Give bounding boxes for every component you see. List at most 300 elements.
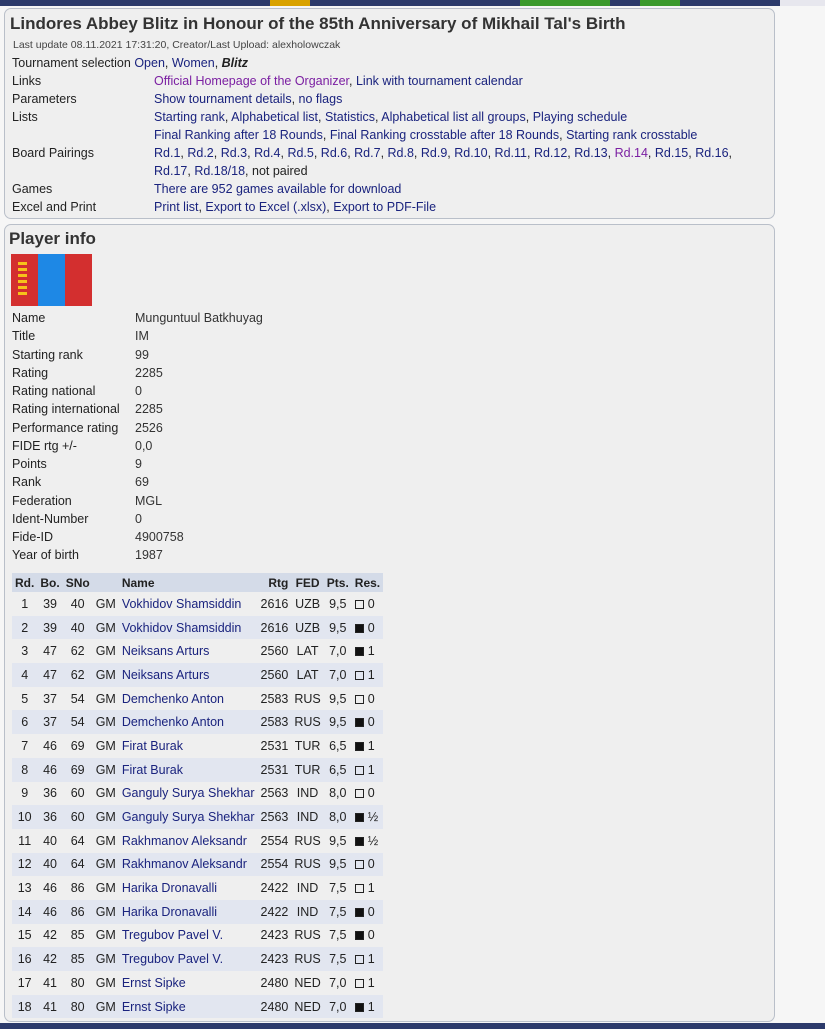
opponent-federation: IND bbox=[296, 786, 319, 801]
player-field-row bbox=[12, 492, 267, 510]
opponent-title: GM bbox=[95, 786, 116, 801]
player-field-label: FIDE rtg +/- bbox=[12, 438, 77, 453]
result-cell bbox=[352, 853, 383, 877]
opponent-name bbox=[119, 639, 258, 663]
opponent-name bbox=[119, 592, 258, 616]
table-row bbox=[12, 710, 383, 734]
result-value: 0 bbox=[367, 786, 375, 801]
opponent-federation: NED bbox=[294, 975, 321, 990]
bottom-bar bbox=[0, 1023, 825, 1029]
opponent-federation: RUS bbox=[291, 710, 323, 734]
white-pieces-icon bbox=[355, 884, 364, 893]
start-number: 86 bbox=[70, 881, 85, 896]
opponent-name bbox=[119, 782, 258, 806]
player-field-label: Rank bbox=[12, 475, 42, 490]
games-label: Games bbox=[12, 182, 53, 196]
opponent-name bbox=[119, 710, 258, 734]
pairings-suffix: , not paired bbox=[245, 164, 308, 178]
result-value: 0 bbox=[367, 857, 375, 872]
result-value: 1 bbox=[367, 999, 375, 1014]
link-show-details[interactable]: Show tournament details bbox=[154, 92, 292, 106]
opponent-name-link[interactable]: Rakhmanov Aleksandr bbox=[121, 857, 247, 872]
opponent-title: GM bbox=[93, 758, 119, 782]
result-cell bbox=[352, 924, 383, 948]
result-cell bbox=[352, 782, 383, 806]
selection-link-women[interactable]: Women bbox=[171, 56, 215, 70]
start-number: 69 bbox=[63, 758, 93, 782]
player-info-box bbox=[4, 224, 775, 1022]
result-value: 1 bbox=[367, 644, 375, 659]
result-cell bbox=[352, 639, 383, 663]
pairing-link-rd2[interactable]: Rd.2 bbox=[187, 146, 214, 160]
board-number: 47 bbox=[43, 644, 57, 659]
opponent-name-link[interactable]: Neiksans Arturs bbox=[121, 667, 210, 682]
opponent-points: 9,5 bbox=[329, 833, 347, 848]
tournament-selection-row: Tournament selection Open, Women, Blitz bbox=[12, 56, 249, 70]
col-pts: Pts. bbox=[324, 573, 352, 592]
opponent-name bbox=[119, 663, 258, 687]
link-playing-schedule[interactable]: Playing schedule bbox=[532, 110, 628, 124]
excel-print-label: Excel and Print bbox=[12, 200, 97, 214]
link-no-flags[interactable]: no flags bbox=[298, 92, 343, 106]
board-number: 47 bbox=[37, 663, 62, 687]
opponent-federation: RUS bbox=[291, 853, 323, 877]
opponent-name-link[interactable]: Tregubov Pavel V. bbox=[121, 928, 224, 943]
pairing-link-rd7[interactable]: Rd.7 bbox=[354, 146, 381, 160]
opponent-name-link[interactable]: Neiksans Arturs bbox=[121, 644, 210, 659]
pairing-link-rd14[interactable]: Rd.14 bbox=[614, 146, 648, 160]
round-number: 6 bbox=[12, 710, 37, 734]
opponent-title: GM bbox=[95, 596, 116, 611]
pairing-link-rd8[interactable]: Rd.8 bbox=[387, 146, 414, 160]
player-field-value: Munguntuul Batkhuyag bbox=[135, 311, 263, 325]
board-number: 36 bbox=[43, 786, 57, 801]
black-pieces-icon bbox=[355, 931, 364, 940]
pairing-link-rd17[interactable]: Rd.17 bbox=[154, 164, 188, 178]
opponent-points: 9,5 bbox=[324, 853, 352, 877]
pairing-link-rd18[interactable]: Rd.18/18 bbox=[194, 164, 246, 178]
result-value: 0 bbox=[367, 691, 375, 706]
pairing-link-rd13[interactable]: Rd.13 bbox=[574, 146, 608, 160]
pairing-link-rd15[interactable]: Rd.15 bbox=[654, 146, 689, 160]
opponent-points: 9,5 bbox=[329, 596, 347, 611]
result-cell bbox=[352, 829, 383, 853]
opponent-points: 7,5 bbox=[324, 947, 352, 971]
table-row bbox=[12, 758, 383, 782]
result-value: 1 bbox=[367, 667, 375, 682]
opponent-federation: LAT bbox=[291, 663, 323, 687]
opponent-title: GM bbox=[93, 663, 119, 687]
opponent-title: GM bbox=[93, 947, 119, 971]
round-number: 8 bbox=[12, 758, 37, 782]
result-cell bbox=[352, 995, 383, 1019]
opponent-name-link[interactable]: Vokhidov Shamsiddin bbox=[121, 620, 242, 635]
black-pieces-icon bbox=[355, 647, 364, 656]
black-pieces-icon bbox=[355, 837, 364, 846]
board-pairings-label: Board Pairings bbox=[12, 146, 94, 160]
round-number: 14 bbox=[12, 900, 37, 924]
selection-current-blitz: Blitz bbox=[221, 56, 249, 70]
link-tournament-calendar[interactable]: Link with tournament calendar bbox=[355, 74, 523, 88]
opponent-rating: 2423 bbox=[258, 947, 292, 971]
board-number: 39 bbox=[37, 616, 62, 640]
black-pieces-icon bbox=[355, 908, 364, 917]
result-cell bbox=[352, 616, 383, 640]
round-number: 4 bbox=[12, 663, 37, 687]
col-fed: FED bbox=[291, 573, 323, 592]
lists-label: Lists bbox=[12, 110, 38, 124]
opponent-title: GM bbox=[93, 616, 119, 640]
result-value: 1 bbox=[367, 975, 375, 990]
start-number: 60 bbox=[70, 786, 85, 801]
player-field-row bbox=[12, 309, 267, 327]
result-cell bbox=[352, 876, 383, 900]
link-export-pdf[interactable]: Export to PDF-File bbox=[333, 200, 437, 214]
result-value: ½ bbox=[367, 833, 379, 848]
pairing-link-rd11[interactable]: Rd.11 bbox=[494, 146, 527, 160]
result-value: 0 bbox=[367, 715, 375, 730]
opponent-rating: 2531 bbox=[260, 738, 289, 753]
opponent-title: GM bbox=[93, 805, 119, 829]
table-row bbox=[12, 592, 383, 616]
opponent-name bbox=[119, 924, 258, 948]
start-number: 54 bbox=[70, 691, 85, 706]
start-number: 80 bbox=[70, 975, 85, 990]
opponent-federation: LAT bbox=[296, 644, 319, 659]
player-field-value: 9 bbox=[135, 457, 142, 471]
result-cell bbox=[352, 710, 383, 734]
round-number: 9 bbox=[21, 786, 29, 801]
black-pieces-icon bbox=[355, 742, 364, 751]
links-label: Links bbox=[12, 74, 42, 88]
link-final-crosstable[interactable]: Final Ranking crosstable after 18 Rounds bbox=[329, 128, 560, 142]
opponent-points: 9,5 bbox=[329, 691, 347, 706]
result-value: 0 bbox=[367, 904, 375, 919]
opponent-federation: RUS bbox=[294, 691, 321, 706]
result-cell bbox=[352, 687, 383, 711]
opponent-name bbox=[119, 805, 258, 829]
link-print-list[interactable]: Print list bbox=[154, 200, 199, 214]
player-field-label: Rating international bbox=[12, 402, 120, 417]
table-row bbox=[12, 995, 383, 1019]
white-pieces-icon bbox=[355, 979, 364, 988]
opponent-title: GM bbox=[93, 710, 119, 734]
opponent-name-link[interactable]: Harika Dronavalli bbox=[121, 881, 218, 896]
player-field-row bbox=[12, 346, 267, 364]
table-row bbox=[12, 853, 383, 877]
link-statistics[interactable]: Statistics bbox=[324, 110, 375, 124]
player-field-row bbox=[12, 546, 267, 564]
result-cell bbox=[352, 805, 383, 829]
opponent-federation: UZB bbox=[295, 596, 321, 611]
player-field-value: MGL bbox=[135, 493, 163, 508]
white-pieces-icon bbox=[355, 695, 364, 704]
opponent-points: 7,0 bbox=[329, 644, 347, 659]
pairing-link-rd16[interactable]: Rd.16 bbox=[695, 146, 729, 160]
opponent-name bbox=[119, 734, 258, 758]
board-number: 37 bbox=[43, 691, 57, 706]
round-number: 2 bbox=[12, 616, 37, 640]
player-field-row bbox=[12, 510, 267, 528]
black-pieces-icon bbox=[355, 718, 364, 727]
result-value: 1 bbox=[367, 881, 375, 896]
player-field-row bbox=[12, 364, 267, 382]
player-field-value: 0 bbox=[135, 384, 142, 398]
start-number: 40 bbox=[63, 616, 93, 640]
opponent-points: 8,0 bbox=[324, 805, 352, 829]
player-field-value: 1987 bbox=[135, 548, 163, 563]
opponent-name-link[interactable]: Vokhidov Shamsiddin bbox=[121, 596, 242, 611]
opponent-name bbox=[119, 829, 258, 853]
opponent-rating: 2423 bbox=[260, 928, 289, 943]
opponent-name-link[interactable]: Firat Burak bbox=[121, 762, 183, 777]
board-number: 46 bbox=[37, 900, 62, 924]
results-header-row bbox=[12, 573, 383, 592]
col-name: Name bbox=[119, 573, 258, 592]
table-row bbox=[12, 876, 383, 900]
opponent-name bbox=[119, 616, 258, 640]
start-number: 64 bbox=[70, 833, 85, 848]
table-row bbox=[12, 947, 383, 971]
opponent-name bbox=[119, 947, 258, 971]
opponent-rating: 2560 bbox=[258, 663, 292, 687]
board-number: 40 bbox=[37, 853, 62, 877]
opponent-points: 7,0 bbox=[324, 995, 352, 1019]
player-field-value: 2285 bbox=[135, 402, 163, 417]
player-field-value: 0,0 bbox=[135, 438, 153, 453]
opponent-name-link[interactable]: Tregubov Pavel V. bbox=[121, 952, 224, 967]
player-field-row bbox=[12, 327, 267, 345]
white-pieces-icon bbox=[355, 671, 364, 680]
player-field-row bbox=[12, 455, 267, 473]
board-number: 41 bbox=[37, 995, 62, 1019]
opponent-name bbox=[119, 758, 258, 782]
opponent-name-link[interactable]: Demchenko Anton bbox=[121, 691, 224, 706]
round-number: 13 bbox=[17, 881, 32, 896]
player-field-row bbox=[12, 400, 267, 418]
player-field-label: Rating national bbox=[12, 384, 96, 398]
white-pieces-icon bbox=[355, 600, 364, 609]
opponent-name-link[interactable]: Ganguly Surya Shekhar bbox=[121, 786, 255, 801]
tournament-selection-label: Tournament selection bbox=[12, 56, 131, 70]
top-nav-bar bbox=[0, 0, 825, 6]
opponent-federation: IND bbox=[291, 900, 323, 924]
link-games-download[interactable]: There are 952 games available for download bbox=[154, 182, 402, 196]
nav-segment bbox=[270, 0, 310, 6]
start-number: 86 bbox=[63, 900, 93, 924]
player-field-label: Ident-Number bbox=[12, 511, 89, 526]
opponent-title: GM bbox=[93, 900, 119, 924]
opponent-points: 7,5 bbox=[329, 928, 347, 943]
result-cell bbox=[352, 900, 383, 924]
link-final-ranking[interactable]: Final Ranking after 18 Rounds bbox=[154, 128, 323, 142]
opponent-points: 6,5 bbox=[324, 758, 352, 782]
opponent-name bbox=[119, 900, 258, 924]
player-field-value: 2285 bbox=[135, 365, 163, 380]
result-cell bbox=[352, 734, 383, 758]
opponent-title: GM bbox=[93, 853, 119, 877]
col-res: Res. bbox=[352, 573, 383, 592]
player-info-heading: Player info bbox=[9, 229, 96, 248]
opponent-rating: 2554 bbox=[260, 833, 289, 848]
result-value: 0 bbox=[367, 928, 375, 943]
start-number: 60 bbox=[63, 805, 93, 829]
player-field-value: IM bbox=[135, 329, 149, 344]
board-number: 46 bbox=[37, 758, 62, 782]
last-update: Last update 08.11.2021 17:31:20, Creator/Last Upload: alexholowczak bbox=[13, 39, 341, 51]
result-cell bbox=[352, 663, 383, 687]
start-number: 62 bbox=[70, 644, 85, 659]
result-cell bbox=[352, 592, 383, 616]
opponent-rating: 2554 bbox=[258, 853, 292, 877]
tournament-title: Lindores Abbey Blitz in Honour of the 85th Anniversary of Mikhail Tal's Birth bbox=[10, 14, 626, 33]
result-cell bbox=[352, 758, 383, 782]
opponent-title: GM bbox=[95, 644, 116, 659]
table-row bbox=[12, 924, 383, 948]
player-field-label: Starting rank bbox=[12, 347, 83, 362]
player-field-row bbox=[12, 473, 267, 491]
start-number: 85 bbox=[70, 928, 85, 943]
opponent-name-link[interactable]: Rakhmanov Aleksandr bbox=[121, 833, 247, 848]
white-pieces-icon bbox=[355, 766, 364, 775]
opponent-title: GM bbox=[95, 881, 116, 896]
pairing-link-rd12[interactable]: Rd.12 bbox=[533, 146, 568, 160]
opponent-name bbox=[119, 971, 258, 995]
opponent-title: GM bbox=[95, 691, 116, 706]
result-value: 1 bbox=[367, 952, 375, 967]
start-number: 54 bbox=[63, 710, 93, 734]
opponent-title: GM bbox=[95, 928, 116, 943]
round-number: 17 bbox=[17, 975, 32, 990]
opponent-rating: 2616 bbox=[260, 596, 289, 611]
link-alphabetical-list[interactable]: Alphabetical list bbox=[231, 110, 318, 124]
opponent-points: 7,0 bbox=[324, 663, 352, 687]
black-pieces-icon bbox=[355, 813, 364, 822]
round-number: 1 bbox=[21, 596, 29, 611]
opponent-name-link[interactable]: Ernst Sipke bbox=[121, 975, 186, 990]
result-value: 1 bbox=[367, 738, 375, 753]
opponent-title: GM bbox=[95, 833, 116, 848]
player-field-label: Rating bbox=[12, 365, 49, 380]
opponent-rating: 2560 bbox=[260, 644, 289, 659]
col-sno: SNo bbox=[63, 573, 93, 592]
board-number: 37 bbox=[37, 710, 62, 734]
nav-segment bbox=[640, 0, 680, 6]
opponent-name-link[interactable]: Firat Burak bbox=[121, 738, 183, 753]
player-field-label: Name bbox=[12, 311, 46, 325]
player-details-table bbox=[12, 309, 267, 565]
nav-segment bbox=[520, 0, 610, 6]
selection-link-open[interactable]: Open bbox=[134, 56, 165, 70]
pairing-link-rd9[interactable]: Rd.9 bbox=[420, 146, 448, 160]
round-number: 18 bbox=[12, 995, 37, 1019]
table-row bbox=[12, 829, 383, 853]
table-row bbox=[12, 639, 383, 663]
opponent-rating: 2583 bbox=[260, 691, 289, 706]
pairing-link-rd3[interactable]: Rd.3 bbox=[220, 146, 248, 160]
pairing-link-rd1[interactable]: Rd.1 bbox=[154, 146, 181, 160]
pairing-link-rd5[interactable]: Rd.5 bbox=[287, 146, 314, 160]
board-number: 46 bbox=[43, 738, 57, 753]
link-starting-rank[interactable]: Starting rank bbox=[154, 110, 225, 124]
result-cell bbox=[352, 947, 383, 971]
board-number: 39 bbox=[43, 596, 57, 611]
col-rtg: Rtg bbox=[258, 573, 292, 592]
pairing-link-rd10[interactable]: Rd.10 bbox=[454, 146, 488, 160]
player-field-label: Performance rating bbox=[12, 420, 119, 435]
table-row bbox=[12, 805, 383, 829]
player-field-label: Year of birth bbox=[12, 548, 79, 563]
opponent-federation: NED bbox=[291, 995, 323, 1019]
player-field-row bbox=[12, 419, 267, 437]
player-field-label: Title bbox=[12, 329, 36, 344]
opponent-points: 7,5 bbox=[324, 900, 352, 924]
white-pieces-icon bbox=[355, 955, 364, 964]
col-rd: Rd. bbox=[12, 573, 37, 592]
table-row bbox=[12, 616, 383, 640]
opponent-points: 6,5 bbox=[329, 738, 347, 753]
link-alphabetical-all-groups[interactable]: Alphabetical list all groups bbox=[381, 110, 526, 124]
opponent-federation: RUS bbox=[294, 928, 321, 943]
opponent-rating: 2480 bbox=[260, 975, 289, 990]
opponent-points: 8,0 bbox=[329, 786, 347, 801]
white-pieces-icon bbox=[355, 860, 364, 869]
opponent-rating: 2531 bbox=[258, 758, 292, 782]
col-title bbox=[93, 573, 119, 592]
link-export-excel[interactable]: Export to Excel (.xlsx) bbox=[205, 200, 327, 214]
white-pieces-icon bbox=[355, 789, 364, 798]
pairing-link-rd4[interactable]: Rd.4 bbox=[254, 146, 281, 160]
tournament-links-table: Tournament selection Open, Women, Blitz Links Official Homepage of the Organizer, Link with tournament calendar Parameters Show tournament details, no flags Lists Starting rank, Alphabetical list, Statistics, Alphabetical list all groups, Playing schedule Final Ranking after 18 Rounds, Final Ranking crosstable after 18 Rounds, Starting rank crosstable Board Pairings Rd.1, Rd.2, Rd.3, Rd.4, Rd.5, Rd.6, Rd.7, Rd.8, Rd.9, Rd.10, Rd.11, Rd.12, Rd.13, Rd.14, Rd.15, Rd.16, Rd.17, Rd.18/18, not paired Games There are 952 games available for download Excel and Print Print list, Export to Excel (.xlsx), Export to PDF-File bbox=[12, 54, 774, 216]
opponent-federation: IND bbox=[291, 805, 323, 829]
opponent-title: GM bbox=[93, 995, 119, 1019]
round-number: 7 bbox=[21, 738, 29, 753]
opponent-name-link[interactable]: Ernst Sipke bbox=[121, 999, 186, 1014]
col-bo: Bo. bbox=[37, 573, 62, 592]
opponent-federation: IND bbox=[296, 881, 319, 896]
table-row bbox=[12, 687, 383, 711]
opponent-name bbox=[119, 876, 258, 900]
table-row bbox=[12, 734, 383, 758]
tournament-info-box bbox=[4, 8, 775, 219]
opponent-name-link[interactable]: Harika Dronavalli bbox=[121, 904, 218, 919]
link-starting-crosstable[interactable]: Starting rank crosstable bbox=[566, 128, 698, 142]
round-number: 12 bbox=[12, 853, 37, 877]
mongolia-flag-icon bbox=[11, 254, 92, 306]
opponent-rating: 2563 bbox=[260, 786, 289, 801]
opponent-name-link[interactable]: Ganguly Surya Shekhar bbox=[121, 810, 255, 825]
player-field-value: 4900758 bbox=[135, 530, 184, 544]
result-cell bbox=[352, 971, 383, 995]
player-field-value: 69 bbox=[135, 475, 149, 490]
player-field-label: Fide-ID bbox=[12, 530, 53, 544]
board-number: 42 bbox=[43, 928, 57, 943]
opponent-federation: RUS bbox=[291, 947, 323, 971]
result-value: 1 bbox=[367, 762, 375, 777]
opponent-federation: TUR bbox=[291, 758, 323, 782]
board-number: 40 bbox=[43, 833, 57, 848]
black-pieces-icon bbox=[355, 1003, 364, 1012]
opponent-name bbox=[119, 853, 258, 877]
round-number: 16 bbox=[12, 947, 37, 971]
parameters-label: Parameters bbox=[12, 92, 77, 106]
pairing-link-rd6[interactable]: Rd.6 bbox=[320, 146, 348, 160]
player-field-label: Points bbox=[12, 457, 47, 471]
opponent-federation: TUR bbox=[294, 738, 321, 753]
link-official-homepage[interactable]: Official Homepage of the Organizer bbox=[154, 74, 350, 88]
opponent-name-link[interactable]: Demchenko Anton bbox=[121, 715, 224, 730]
board-number: 46 bbox=[43, 881, 57, 896]
